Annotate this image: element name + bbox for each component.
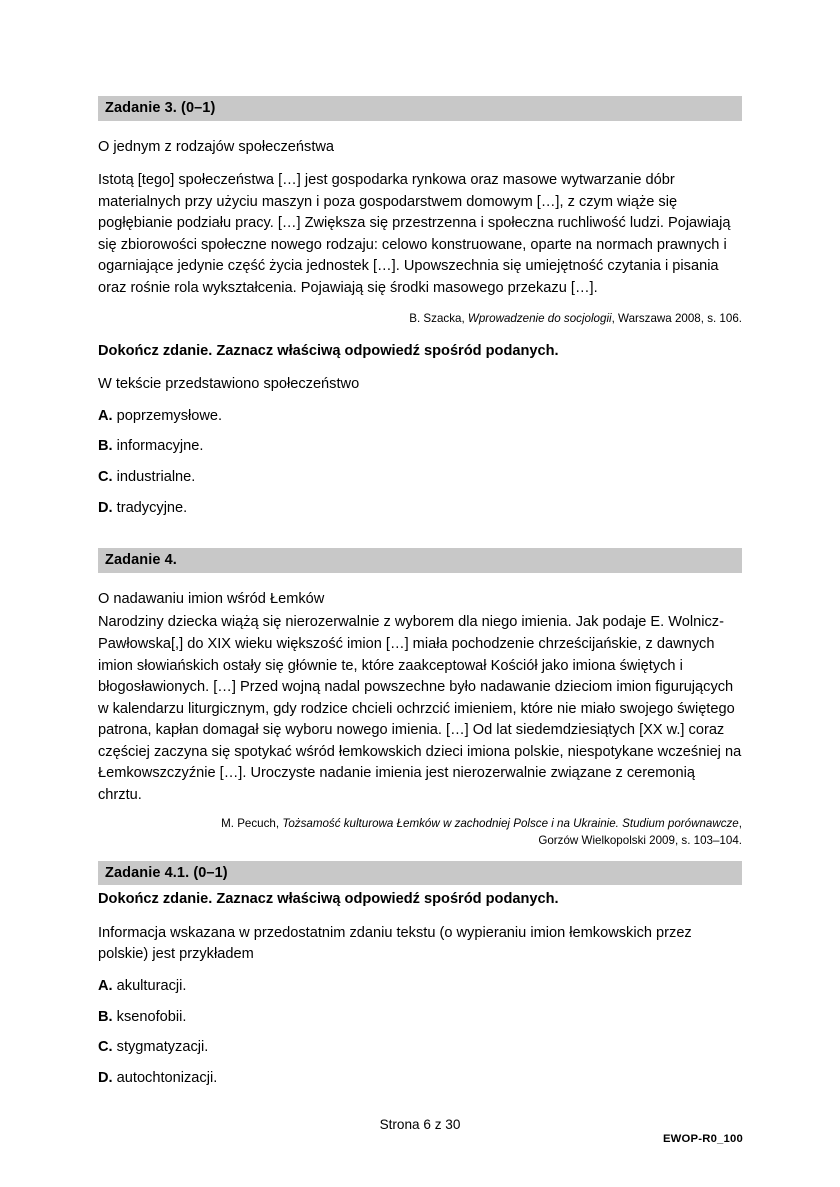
task-4-1-option-a[interactable]	[98, 976, 742, 998]
task-4-1-option-c-text: stygmatyzacji.	[116, 1039, 209, 1056]
task-4-intro: O nadawaniu imion wśród Łemków	[98, 590, 325, 607]
task-3-option-c[interactable]	[98, 467, 742, 489]
task-3-citation-title: Wprowadzenie do socjologii	[467, 311, 612, 325]
task-3-option-d-letter: D.	[98, 499, 113, 516]
task-3-passage: Istotą [tego] społeczeństwa […] jest gospodarka rynkowa oraz masowe wytwarzanie dóbr materialnych przy użyciu maszyn i poza gospodarstwem domowym […], z czym wiąże się pogłębianie podziału pracy. […] Zwiększa się przestrzenna i społeczna ruchliwość ludzi. Pojawiają się zbiorowości społeczne nowego rodzaju: celowo konstruowane, oparte na normach prawnych i ogarniające jedynie część życia jednostek […]. Upowszechnia się umiejętność czytania i pisania oraz rośnie rola wykształcenia. Pojawiają się środki masowego przekazu […].	[98, 172, 731, 297]
task-4-citation-line-1	[98, 815, 742, 832]
task-4-passage: Narodziny dziecka wiążą się nierozerwalnie z wyborem dla niego imienia. Jak podaje E. Wolnicz-Pawłowska[,] do XIX wieku większość imion […] miała pochodzenie chrześcijańskie, z dawnych imion słowiańskich ostały się głównie te, które zaakceptował Kościół jako imiona świętych i błogosławionych. […] Przed wojną nadal powszechne było nadawanie dzieciom imion figurujących w kalendarzu liturgicznym, gdy rodzice chcieli ochrzcić imieniem, które nie miało swojego świętego patrona, kapłan domagał się wyboru nowego imienia. […] Od lat siedemdziesiątych [XX w.] coraz częściej zaczyna się spotykać wśród łemkowskich dzieci imiona polskie, niespotykane wcześniej na Łemkowszczyźnie […]. Uroczyste nadanie imienia jest nierozerwalnie związane z ceremonią chrztu.	[98, 614, 742, 804]
task-3-option-c-text: industrialne.	[116, 469, 196, 486]
task-4-citation-author: M. Pecuch,	[221, 816, 283, 830]
task-3-option-a[interactable]	[98, 406, 742, 428]
task-3-option-b-text: informacyjne.	[116, 438, 204, 455]
task-3-citation	[98, 310, 742, 327]
footer-document-code: EWOP-R0_100	[662, 1133, 743, 1145]
task-4-1-option-b-text: ksenofobii.	[116, 1008, 187, 1025]
task-4-citation	[98, 815, 742, 849]
task-3-option-c-letter: C.	[98, 469, 113, 486]
task-4-1-option-c[interactable]	[98, 1037, 742, 1059]
task-3-option-d[interactable]	[98, 498, 742, 520]
task-3-option-b[interactable]	[98, 436, 742, 458]
task-3-intro: O jednym z rodzajów społeczeństwa	[98, 138, 335, 155]
task-4-1-option-b[interactable]	[98, 1007, 742, 1029]
task-3-option-a-letter: A.	[98, 407, 113, 424]
task-4-1-option-b-letter: B.	[98, 1008, 113, 1025]
task-3-instruction: Dokończ zdanie. Zaznacz właściwą odpowiedź spośród podanych.	[98, 342, 559, 359]
task-4-citation-rest: ,	[738, 816, 742, 830]
footer-page-number: Strona 6 z 30	[379, 1117, 461, 1132]
page-content	[98, 96, 742, 1089]
task-4-1-stem: Informacja wskazana w przedostatnim zdaniu tekstu (o wypieraniu imion łemkowskich przez polskie) jest przykładem	[98, 924, 692, 963]
task-3-stem: W tekście przedstawiono społeczeństwo	[98, 376, 360, 393]
task-3-option-d-text: tradycyjne.	[116, 499, 188, 516]
task-4-1-option-a-text: akulturacji.	[116, 977, 187, 994]
task-4-1-header: Zadanie 4.1. (0–1)	[98, 861, 742, 886]
task-4-1-option-a-letter: A.	[98, 977, 113, 994]
task-3-option-b-letter: B.	[98, 438, 113, 455]
task-4-citation-line-2: Gorzów Wielkopolski 2009, s. 103–104.	[538, 833, 742, 847]
task-4-1-option-d-letter: D.	[98, 1069, 113, 1086]
task-4-1-option-c-letter: C.	[98, 1039, 113, 1056]
task-3-citation-rest: , Warszawa 2008, s. 106.	[611, 311, 742, 325]
task-3-option-a-text: poprzemysłowe.	[116, 407, 223, 424]
task-3-citation-author: B. Szacka,	[409, 311, 468, 325]
task-4-1-instruction: Dokończ zdanie. Zaznacz właściwą odpowiedź spośród podanych.	[98, 891, 559, 908]
task-4-header: Zadanie 4.	[98, 548, 742, 573]
task-4-citation-title: Tożsamość kulturowa Łemków w zachodniej Polsce i na Ukrainie. Studium porównawcze	[282, 816, 739, 830]
task-4-1-option-d-text: autochtonizacji.	[116, 1069, 218, 1086]
task-4-1-option-d[interactable]	[98, 1068, 742, 1090]
task-3-header: Zadanie 3. (0–1)	[98, 96, 742, 121]
